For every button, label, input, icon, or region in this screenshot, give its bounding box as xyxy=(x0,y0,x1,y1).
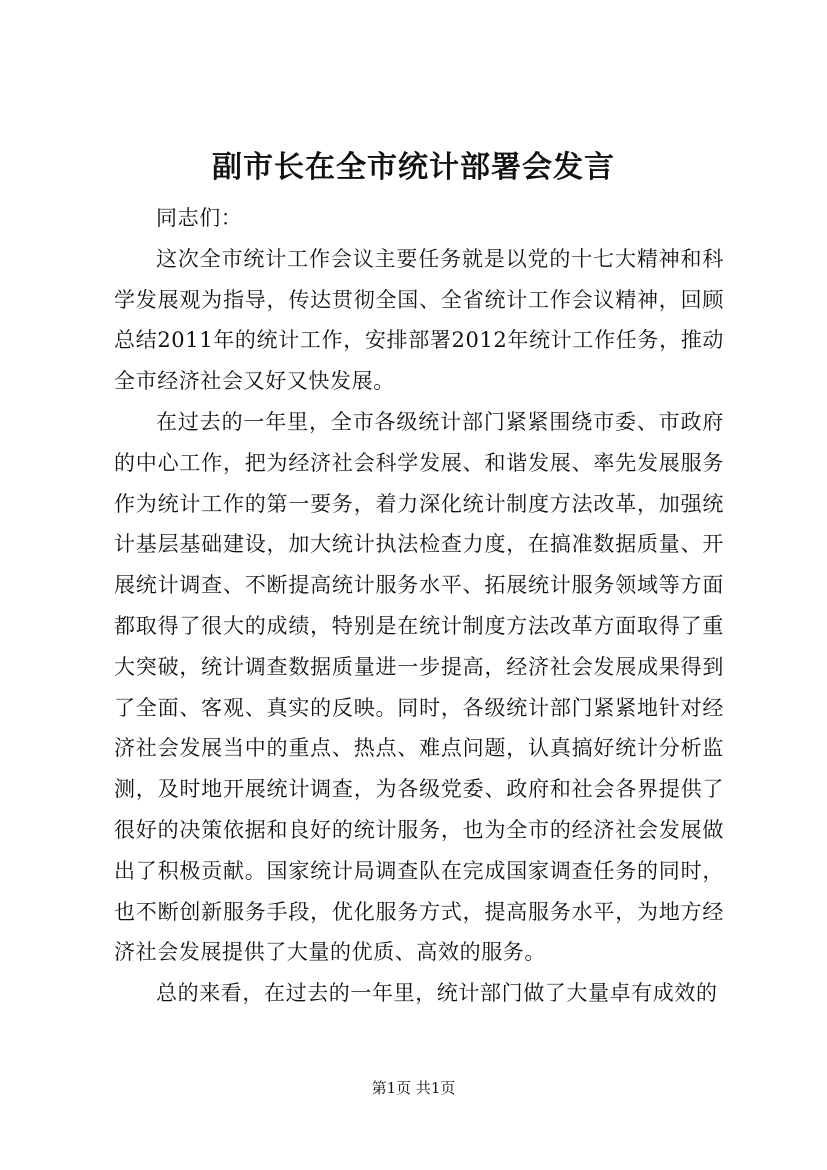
paragraph: 在过去的一年里，全市各级统计部门紧紧围绕市委、市政府的中心工作，把为经济社会科学发展、和谐发展、率先发展服务作为统计工作的第一要务，着力深化统计制度方法改革，加强统计基层基础建设，加大统计执法检查力度，在搞准数据质量、开展统计调查、不断提高统计服务水平、拓展统计服务领域等方面都取得了很大的成绩，特别是在统计制度方法改革方面取得了重大突破，统计调查数据质量进一步提高，经济社会发展成果得到了全面、客观、真实的反映。同时，各级统计部门紧紧地针对经济社会发展当中的重点、热点、难点问题，认真搞好统计分析监测，及时地开展统计调查，为各级党委、政府和社会各界提供了很好的决策依据和良好的统计服务，也为全市的经济社会发展做出了积极贡献。国家统计局调查队在完成国家调查任务的同时，也不断创新服务手段，优化服务方式，提高服务水平，为地方经济社会发展提供了大量的优质、高效的服务。 xyxy=(114,409,724,965)
page-footer: 第1页 共1页 xyxy=(371,1079,456,1097)
salutation: 同志们： xyxy=(156,206,243,230)
paragraph: 总的来看，在过去的一年里，统计部门做了大量卓有成效的 xyxy=(156,981,718,1006)
paragraph: 这次全市统计工作会议主要任务就是以党的十七大精神和科学发展观为指导，传达贯彻全国、全省统计工作会议精神，回顾总结2011年的统计工作，安排部署2012年统计工作任务，推动全市经济社会又好又快发展。 xyxy=(114,246,724,394)
document-title: 副市长在全市统计部署会发言 xyxy=(212,150,615,185)
document-body xyxy=(114,198,724,1014)
